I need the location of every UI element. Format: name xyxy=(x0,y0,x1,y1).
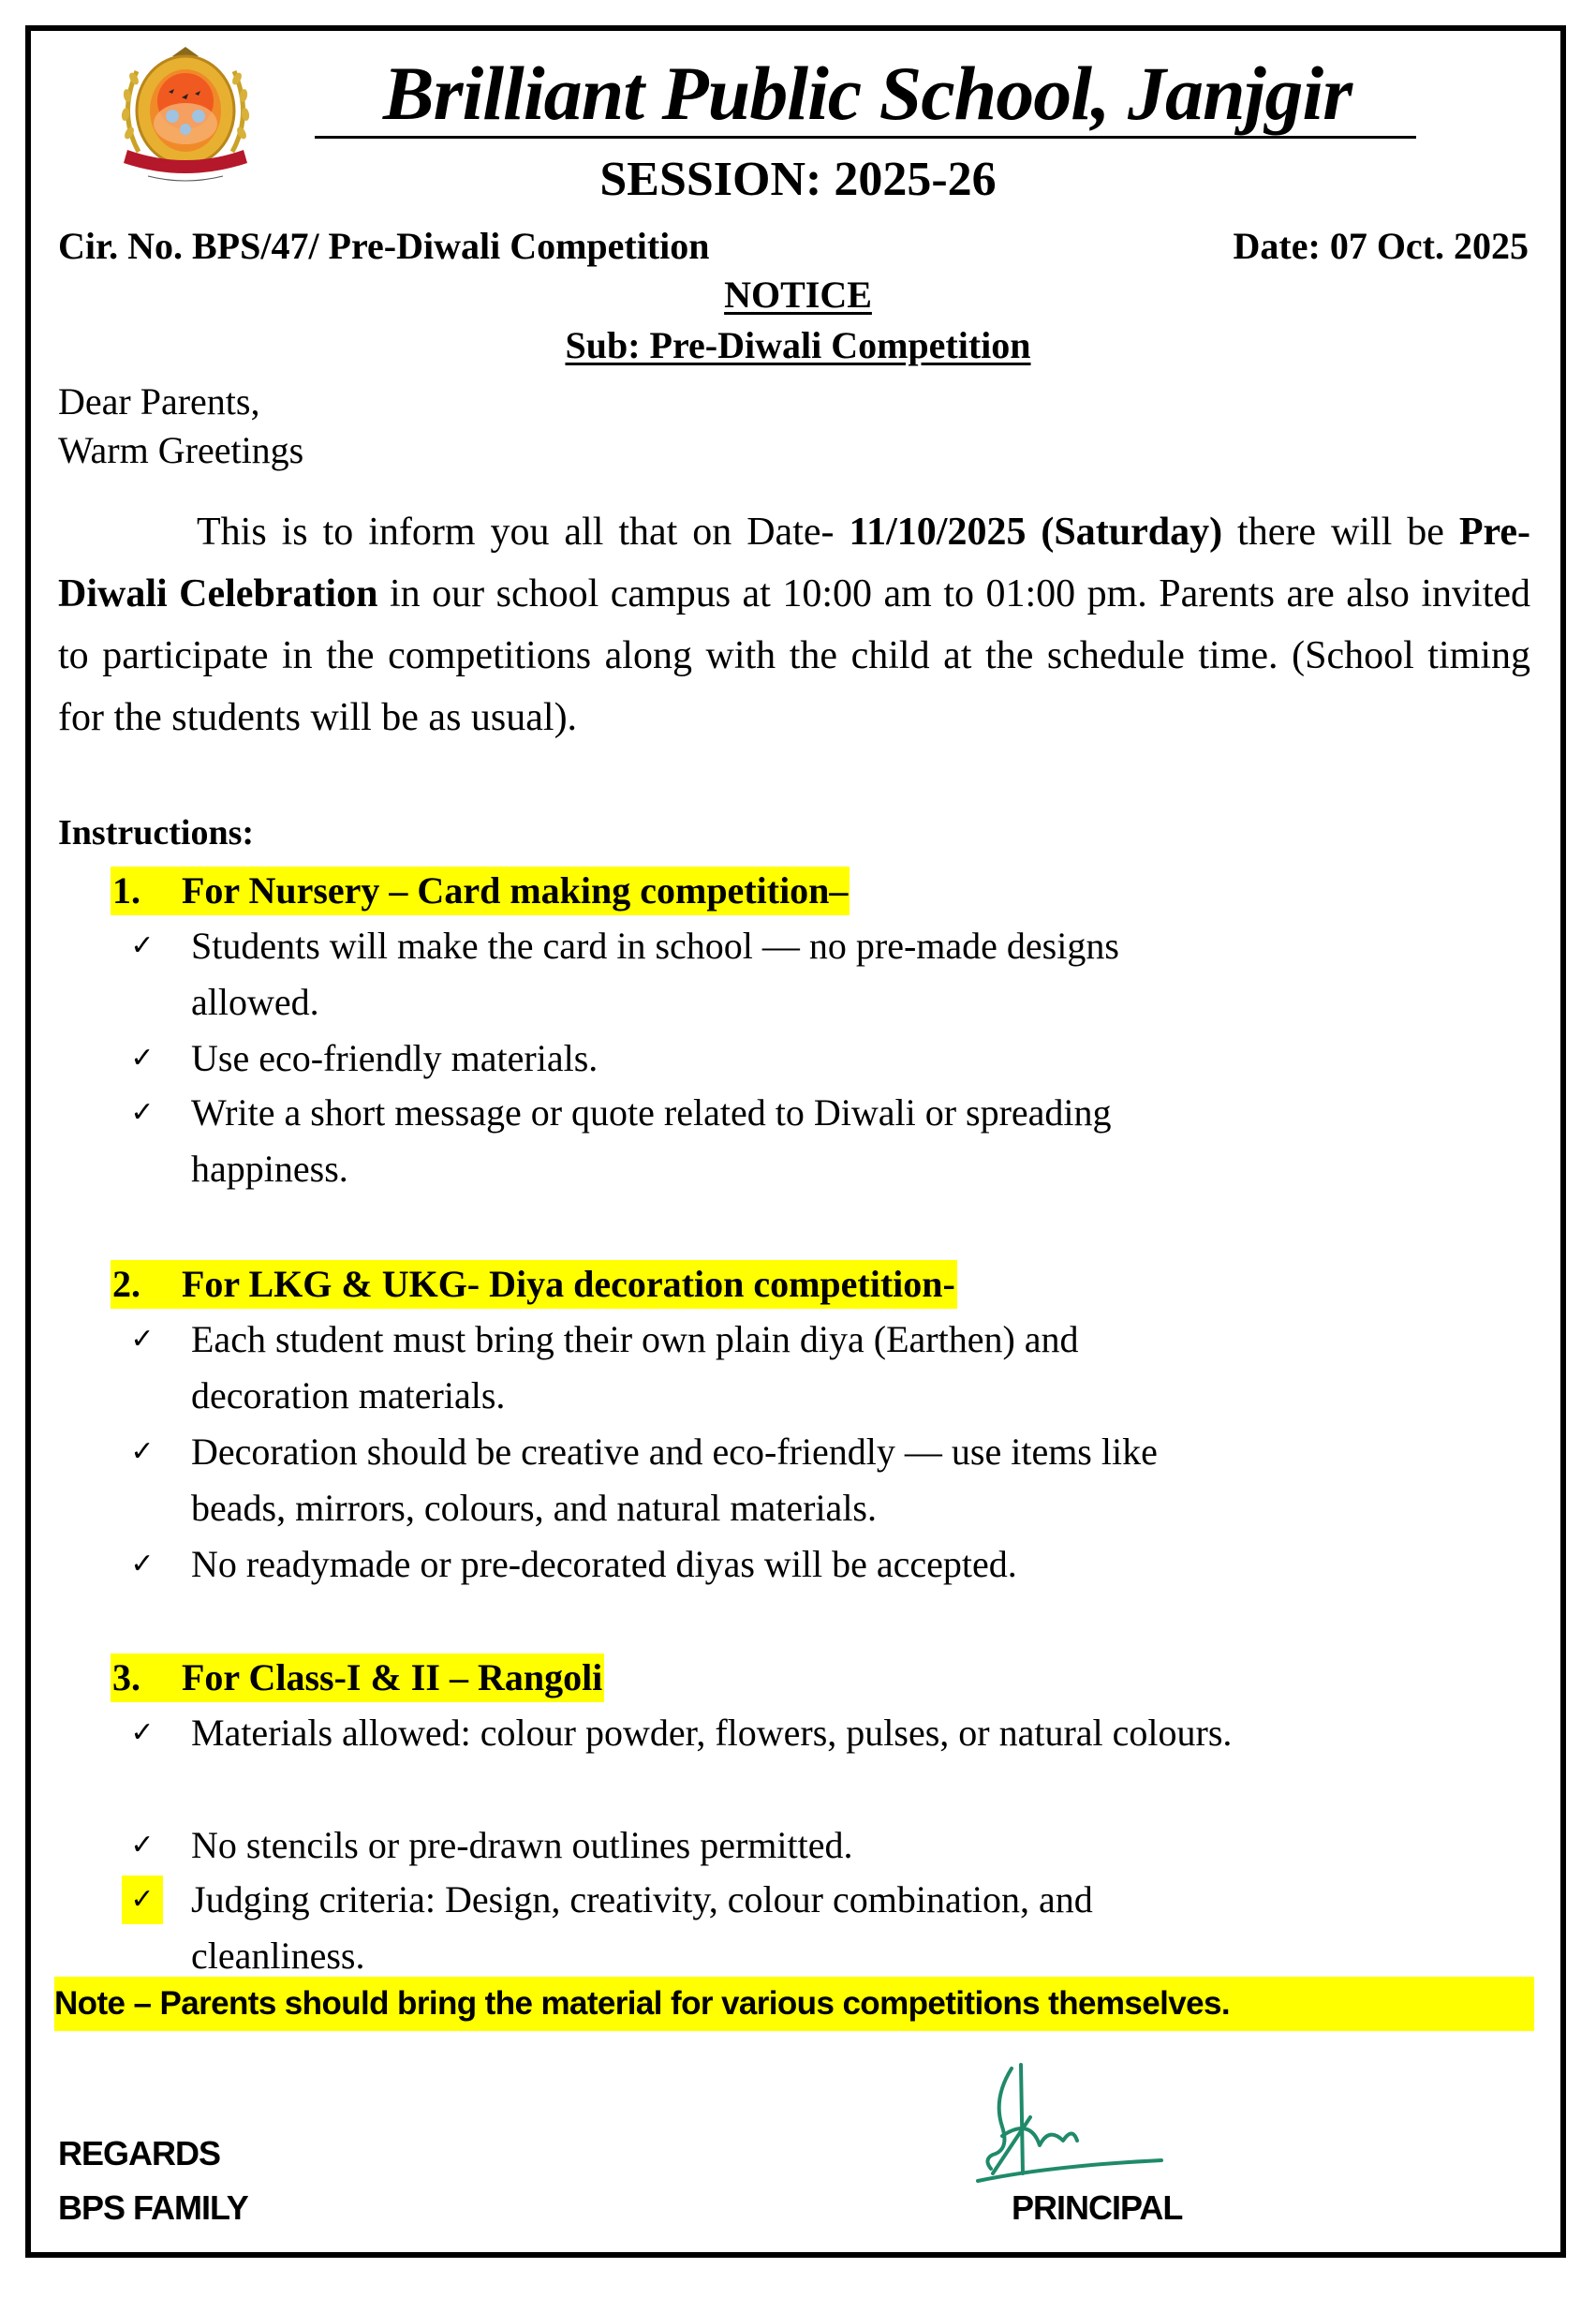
bullet-text: Write a short message or quote related to Diwali or spreading happiness. xyxy=(191,1091,1112,1190)
section-title: For LKG & UKG- Diya decoration competition- xyxy=(182,1263,955,1305)
checkmark-icon: ✓ xyxy=(130,1829,155,1861)
bps-family-label: BPS FAMILY xyxy=(58,2188,248,2227)
notice-label: NOTICE xyxy=(724,274,872,316)
checkmark-icon: ✓ xyxy=(130,1435,155,1468)
bullet-text: Students will make the card in school — no pre-made designs allowed. xyxy=(191,925,1119,1023)
subject-line xyxy=(0,322,1596,369)
checkmark-icon: ✓ xyxy=(130,1548,155,1580)
list-item xyxy=(122,1705,1433,1761)
checkmark-icon: ✓ xyxy=(130,1042,155,1075)
list-item xyxy=(122,1030,1433,1087)
section-heading-2 xyxy=(111,1260,957,1309)
bullet-text: No stencils or pre-drawn outlines permitted. xyxy=(191,1824,853,1866)
checkmark-icon: ✓ xyxy=(122,1876,163,1924)
bullet-text: Judging criteria: Design, creativity, colour combination, and cleanliness. xyxy=(191,1878,1093,1977)
signature-icon xyxy=(974,2061,1236,2202)
event-name: Pre-Diwali Celebration xyxy=(58,511,1531,615)
principal-label: PRINCIPAL xyxy=(1012,2188,1183,2227)
section-number: 1. xyxy=(112,869,140,912)
list-item xyxy=(122,1817,1433,1874)
regards-label: REGARDS xyxy=(58,2134,221,2172)
notice-heading xyxy=(0,272,1596,319)
session-text: SESSION: 2025-26 xyxy=(599,153,997,206)
parents-note: Note – Parents should bring the material for various competitions themselves. xyxy=(54,1977,1534,2031)
circular-number: Cir. No. BPS/47/ Pre-Diwali Competition xyxy=(58,225,710,267)
section-number: 3. xyxy=(112,1656,140,1698)
session-label xyxy=(0,150,1596,210)
paragraph-text: in our school campus at 10:00 am to 01:00 pm. Parents are also invited to participate in the competitions along with the child at the schedule time. (School timing for the students will be as usual). xyxy=(58,572,1531,739)
section-heading-3 xyxy=(111,1653,604,1702)
intro-paragraph xyxy=(58,501,1530,749)
bullet-text: Materials allowed: colour powder, flowers, pulses, or natural colours. xyxy=(191,1712,1233,1754)
instructions-label: Instructions: xyxy=(58,813,255,853)
checkmark-icon: ✓ xyxy=(130,1716,155,1749)
paragraph-text: there will be xyxy=(1222,511,1459,554)
paragraph-text: This is to inform you all that on Date- xyxy=(197,511,850,554)
checkmark-icon: ✓ xyxy=(130,1323,155,1356)
subject-text: Sub: Pre-Diwali Competition xyxy=(565,324,1031,366)
checkmark-icon: ✓ xyxy=(130,929,155,962)
bullet-text: Each student must bring their own plain diya (Earthen) and decoration materials. xyxy=(191,1318,1079,1416)
checkmark-icon: ✓ xyxy=(130,1096,155,1129)
section-title: For Class-I & II – Rangoli xyxy=(182,1656,603,1698)
section-title: For Nursery – Card making competition– xyxy=(182,869,849,912)
bullet-text: Use eco-friendly materials. xyxy=(191,1037,598,1079)
section-heading-1 xyxy=(111,867,850,915)
salutation-line-2: Warm Greetings xyxy=(58,429,304,471)
title-underline xyxy=(315,136,1416,139)
school-name-title: Brilliant Public School, Janjgir xyxy=(382,51,1352,136)
bullet-text: Decoration should be creative and eco-friendly — use items like beads, mirrors, colours, and natural materials. xyxy=(191,1431,1158,1529)
list-item xyxy=(122,1085,1433,1197)
list-item xyxy=(122,1312,1433,1424)
list-item xyxy=(122,1872,1433,1984)
event-date: 11/10/2025 (Saturday) xyxy=(849,511,1223,554)
list-item xyxy=(122,1424,1433,1536)
list-item xyxy=(122,918,1433,1030)
salutation-line-1: Dear Parents, xyxy=(58,380,260,423)
bullet-text: No readymade or pre-decorated diyas will be accepted. xyxy=(191,1543,1017,1585)
circular-date: Date: 07 Oct. 2025 xyxy=(1233,225,1529,267)
list-item xyxy=(122,1536,1433,1593)
section-number: 2. xyxy=(112,1263,140,1305)
